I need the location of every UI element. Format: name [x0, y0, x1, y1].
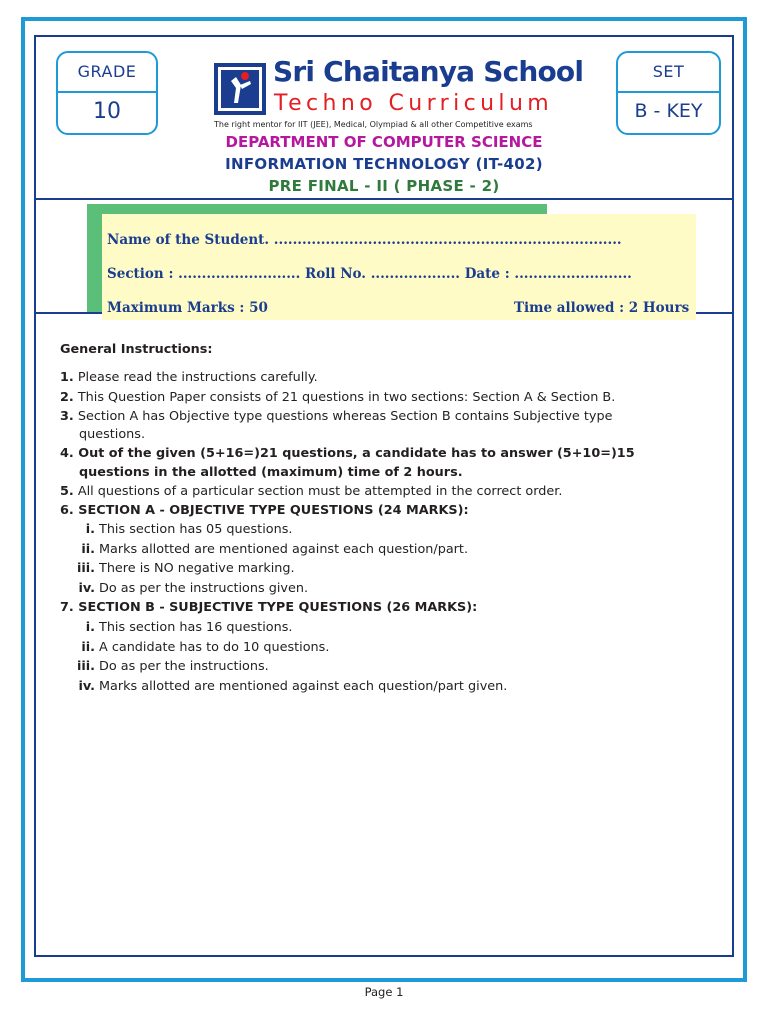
section-b-item — [60, 657, 269, 676]
instruction-number: 7. — [60, 600, 74, 615]
instruction-4-continued: questions in the allotted (maximum) time of 2 hours. — [79, 465, 463, 480]
grade-label: GRADE — [58, 53, 156, 93]
instruction-number: 3. — [60, 409, 74, 424]
exam-title: PRE FINAL - II ( PHASE - 2) — [268, 177, 500, 195]
tagline: The right mentor for IIT (JEE), Medical, Olympiad & all other Competitive exams — [214, 120, 533, 129]
sub-item-text: Do as per the instructions given. — [99, 581, 309, 596]
sub-item-number: iii. — [76, 561, 95, 576]
instruction-1 — [60, 368, 318, 387]
instruction-6 — [60, 501, 469, 520]
instruction-4 — [60, 444, 635, 463]
instruction-number: 6. — [60, 503, 74, 518]
sub-item-text: Marks allotted are mentioned against each question/part given. — [99, 679, 508, 694]
outer-page-border — [21, 17, 747, 982]
set-box — [616, 51, 721, 135]
sub-item-text: Do as per the instructions. — [99, 659, 269, 674]
sub-item-text: A candidate has to do 10 questions. — [99, 640, 330, 655]
grade-value: 10 — [93, 99, 121, 124]
sub-item-number: ii. — [81, 542, 95, 557]
school-logo-icon — [214, 63, 266, 115]
sub-item-text: This section has 05 questions. — [99, 522, 293, 537]
instruction-5 — [60, 482, 562, 501]
instruction-number: 4. — [60, 446, 74, 461]
school-name: Sri Chaitanya School — [273, 55, 584, 88]
sub-item-number: i. — [85, 522, 95, 537]
section-roll-date-field[interactable]: Section : .......................... Roll No. ................... Date : ......................... — [107, 266, 632, 282]
instruction-number: 5. — [60, 484, 74, 499]
instruction-text: Please read the instructions carefully. — [77, 370, 318, 385]
sub-item-number: i. — [85, 620, 95, 635]
instructions-title: General Instructions: — [60, 342, 213, 357]
sub-item-number: iii. — [76, 659, 95, 674]
page-number: Page 1 — [364, 985, 404, 999]
section-b-item — [60, 618, 292, 637]
sub-item-text: This section has 16 questions. — [99, 620, 293, 635]
set-value: B - KEY — [634, 100, 703, 122]
student-info-panel — [74, 204, 690, 322]
instruction-text: Out of the given (5+16=)21 questions, a candidate has to answer (5+10=)15 — [78, 446, 635, 461]
instruction-2 — [60, 388, 615, 407]
instruction-text: SECTION A - OBJECTIVE TYPE QUESTIONS (24 MARKS): — [78, 503, 469, 518]
sub-item-text: Marks allotted are mentioned against each question/part. — [99, 542, 469, 557]
instruction-text: All questions of a particular section must be attempted in the correct order. — [77, 484, 563, 499]
section-a-item — [60, 559, 295, 578]
section-b-item — [60, 677, 507, 696]
header-divider — [36, 198, 732, 200]
max-marks: Maximum Marks : 50 — [107, 300, 268, 316]
section-a-item — [60, 540, 468, 559]
sub-item-number: iv. — [78, 679, 95, 694]
sub-item-number: iv. — [78, 581, 95, 596]
sub-item-text: There is NO negative marking. — [99, 561, 295, 576]
section-a-item — [60, 520, 292, 539]
instruction-text: This Question Paper consists of 21 questions in two sections: Section A & Section B. — [77, 390, 616, 405]
department-title: DEPARTMENT OF COMPUTER SCIENCE — [225, 133, 543, 151]
section-a-item — [60, 579, 308, 598]
instruction-3-continued: questions. — [79, 427, 146, 442]
instruction-text: Section A has Objective type questions whereas Section B contains Subjective type — [77, 409, 613, 424]
instruction-text: SECTION B - SUBJECTIVE TYPE QUESTIONS (26 MARKS): — [78, 600, 478, 615]
green-accent-tab — [527, 204, 547, 214]
student-name-field[interactable]: Name of the Student. .......................................................................... — [107, 232, 622, 248]
section-b-item — [60, 638, 329, 657]
grade-box — [56, 51, 158, 135]
set-label: SET — [618, 53, 719, 93]
subject-title: INFORMATION TECHNOLOGY (IT-402) — [225, 155, 543, 173]
time-allowed: Time allowed : 2 Hours — [514, 300, 690, 316]
sub-item-number: ii. — [81, 640, 95, 655]
yellow-info-panel — [102, 214, 696, 320]
instruction-7 — [60, 598, 477, 617]
inner-page-border — [34, 35, 734, 957]
instruction-number: 2. — [60, 390, 74, 405]
instruction-number: 1. — [60, 370, 74, 385]
instruction-3 — [60, 407, 612, 426]
sub-brand: Techno Curriculum — [274, 91, 554, 116]
